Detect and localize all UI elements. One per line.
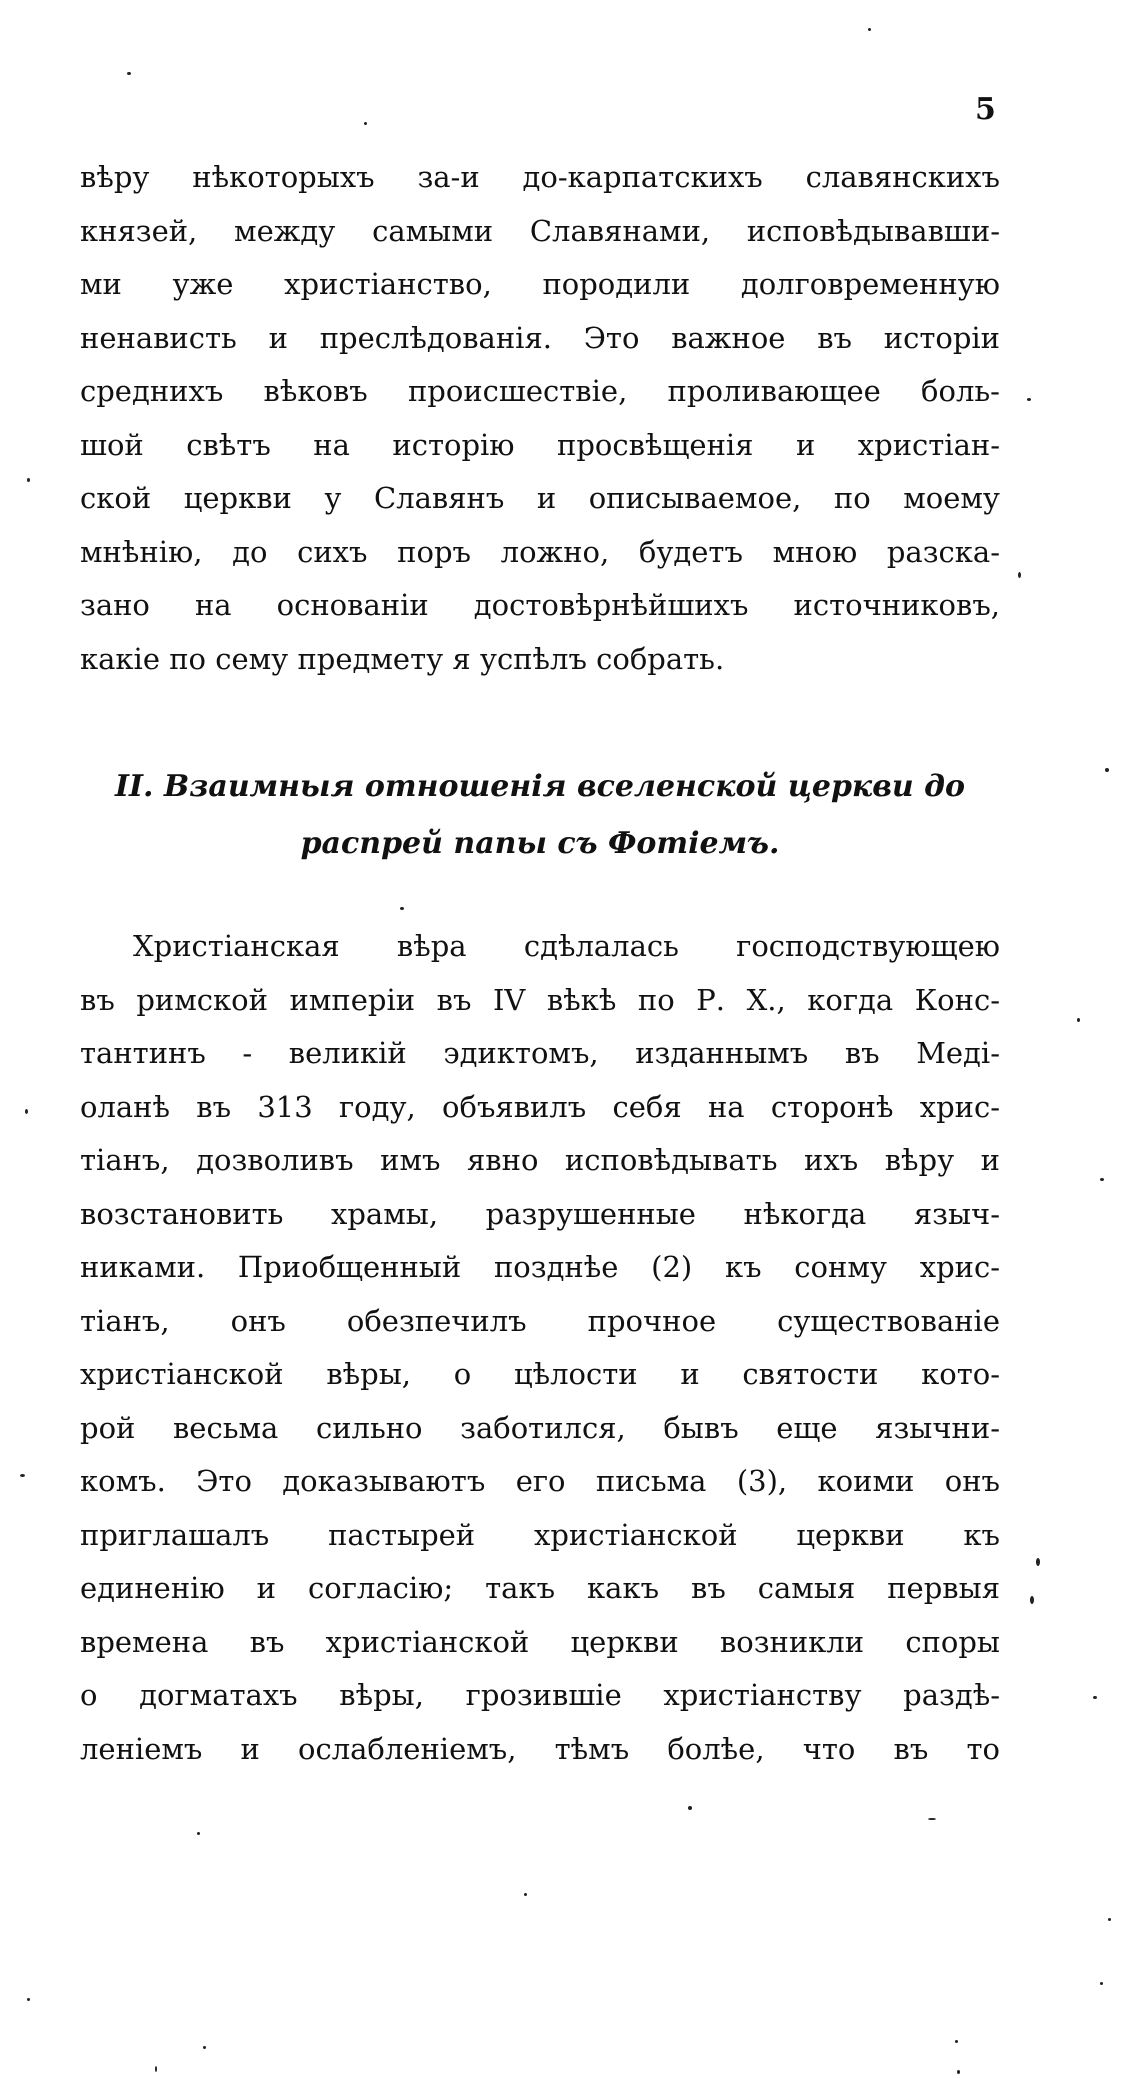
- scan-speck: [127, 72, 131, 75]
- scan-speck: [20, 1474, 25, 1477]
- paragraph-1: [80, 151, 1000, 686]
- text-line: Христіанская вѣра сдѣлалась господствующею: [133, 929, 1000, 963]
- text-line: мнѣнію, до сихъ поръ ложно, будетъ мною разска-: [80, 534, 1000, 569]
- scan-speck: [27, 478, 30, 482]
- text-line: вѣру нѣкоторыхъ за-и до-карпатскихъ славянскихъ: [80, 160, 1000, 194]
- text-line: тантинъ - великій эдиктомъ, изданнымъ въ Меді-: [80, 1036, 1000, 1070]
- scan-speck: [203, 2046, 206, 2049]
- text-line: леніемъ и ослабленіемъ, тѣмъ болѣе, что въ то: [80, 1731, 1000, 1766]
- scan-speck: [928, 1818, 936, 1820]
- scan-speck: [957, 2070, 960, 2074]
- text-line: зано на основаніи достовѣрнѣйшихъ источниковъ,: [80, 588, 1000, 622]
- heading-line: распрей папы съ Фотіемъ.: [300, 826, 780, 861]
- scan-speck: [1100, 1178, 1104, 1181]
- scan-speck: [364, 122, 367, 125]
- scan-speck: [524, 1893, 527, 1896]
- scan-speck: [1036, 1558, 1040, 1566]
- text-line: ми уже христіанство, породили долговременную: [80, 267, 1000, 301]
- text-line: времена въ христіанской церкви возникли споры: [80, 1624, 1000, 1659]
- text-line: возстановить храмы, разрушенные нѣкогда языч-: [80, 1196, 1000, 1231]
- paragraph-2: [80, 920, 1000, 1776]
- text-line: тіанъ, онъ обезпечилъ прочное существованіе: [80, 1303, 1000, 1338]
- text-line: христіанской вѣры, о цѣлости и святости кото-: [80, 1357, 1000, 1391]
- scan-speck: [1108, 1918, 1111, 1921]
- text-line: шой свѣтъ на исторію просвѣщенія и христіан-: [80, 427, 1000, 462]
- scan-speck: [1027, 398, 1031, 401]
- scan-speck: [1018, 572, 1021, 578]
- text-line: оланѣ въ 313 году, объявилъ себя на сторонѣ хрис-: [80, 1089, 1000, 1124]
- page-number: 5: [975, 92, 996, 127]
- scan-speck: [197, 1832, 200, 1835]
- scan-speck: [25, 1109, 28, 1114]
- text-line: тіанъ, дозволивъ имъ явно исповѣдывать ихъ вѣру и: [80, 1143, 1000, 1177]
- scan-speck: [1093, 1696, 1097, 1699]
- scan-speck: [868, 28, 871, 31]
- text-line: среднихъ вѣковъ происшествіе, проливающее боль-: [80, 374, 1000, 408]
- text-line: единенію и согласію; такъ какъ въ самыя первыя: [80, 1571, 1000, 1605]
- text-line: приглашалъ пастырей христіанской церкви къ: [80, 1517, 1000, 1552]
- scan-speck: [1100, 1982, 1103, 1985]
- scan-speck: [688, 1806, 692, 1810]
- text-line: рой весьма сильно заботился, бывъ еще язычни-: [80, 1410, 1000, 1445]
- text-line: ской церкви у Славянъ и описываемое, по моему: [80, 481, 1000, 515]
- text-line: о догматахъ вѣры, грозившіе христіанству раздѣ-: [80, 1678, 1000, 1712]
- text-line: въ римской имперіи въ IV вѣкѣ по Р. Х., когда Конс-: [80, 982, 1000, 1017]
- text-line: какіе по сему предмету я успѣлъ собрать.: [80, 641, 725, 676]
- scan-speck: [400, 907, 404, 910]
- scan-speck: [27, 1998, 30, 2001]
- text-line: ненависть и преслѣдованія. Это важное въ исторіи: [80, 320, 1000, 355]
- scan-speck: [1077, 1018, 1080, 1022]
- section-heading: [80, 758, 1000, 872]
- scan-speck: [1105, 768, 1109, 772]
- scan-speck: [155, 2066, 157, 2072]
- text-line: никами. Приобщенный позднѣе (2) къ сонму хрис-: [80, 1250, 1000, 1284]
- text-line: князей, между самыми Славянами, исповѣдывавши-: [80, 213, 1000, 248]
- heading-line: II. Взаимныя отношенія вселенской церкви до: [114, 769, 966, 804]
- text-line: комъ. Это доказываютъ его письма (3), коими онъ: [80, 1464, 1000, 1498]
- scan-speck: [1030, 1596, 1034, 1604]
- scan-speck: [955, 2040, 958, 2043]
